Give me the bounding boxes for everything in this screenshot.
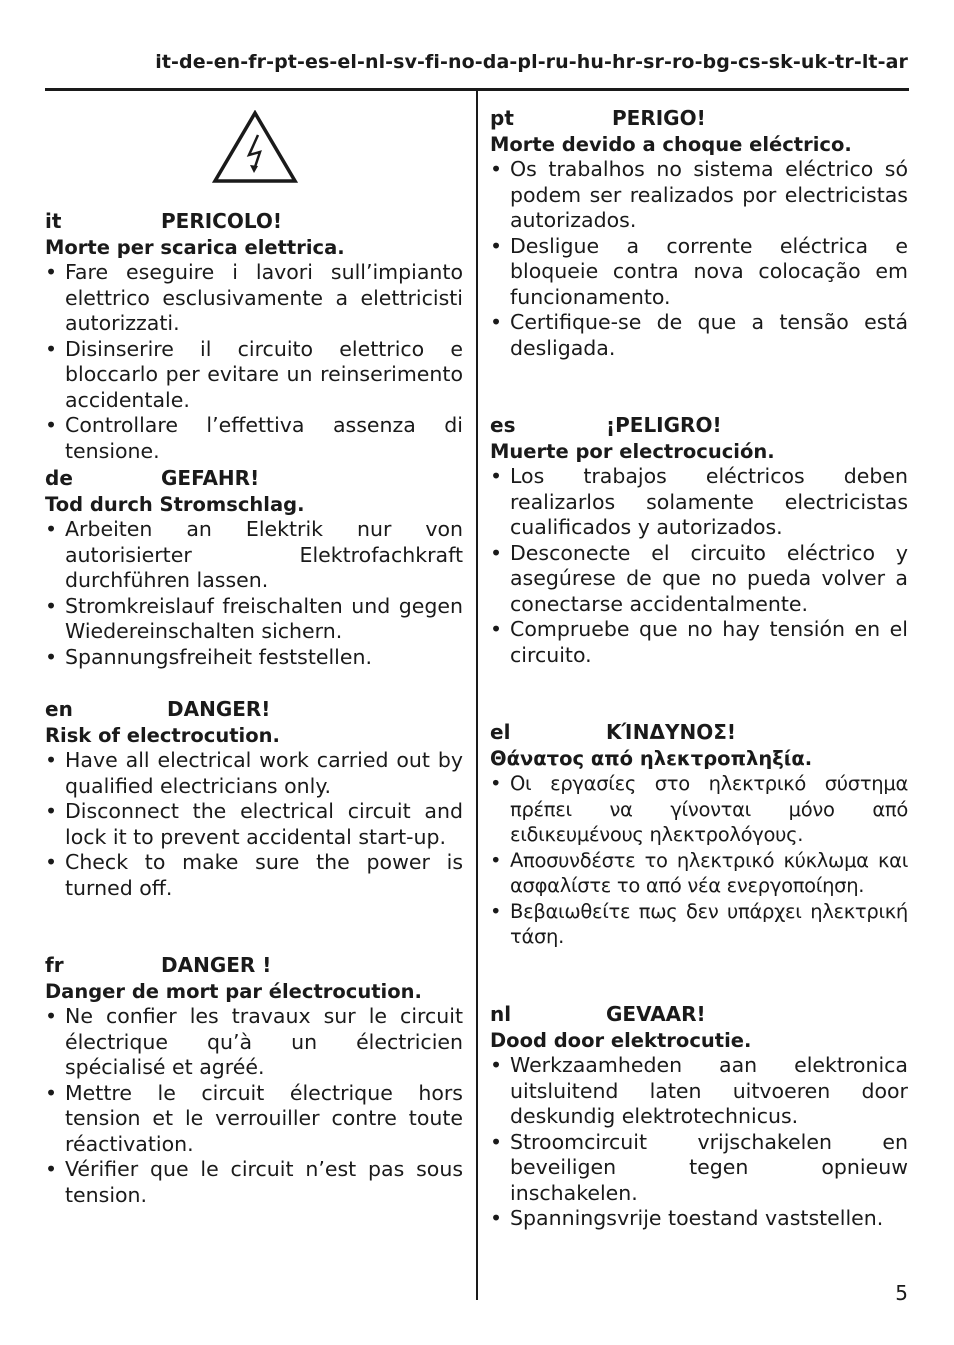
section-it	[45, 208, 463, 464]
language-code: pt	[490, 106, 514, 130]
warning-subtitle: Danger de mort par électrocution.	[45, 980, 422, 1003]
language-code: de	[45, 466, 73, 490]
list-item: • Controllare l’effettiva assenza di tensione.	[45, 413, 463, 464]
warning-title: PERIGO!	[612, 106, 706, 130]
list-item: • Mettre le circuit électrique hors tension et le verrouiller contre toute réactivation.	[45, 1081, 463, 1158]
list-item: • Desligue a corrente eléctrica e bloqueie contra nova colocação em funcionamento.	[490, 234, 908, 311]
warning-subtitle: Muerte por electrocución.	[490, 440, 775, 463]
warning-subtitle: Tod durch Stromschlag.	[45, 493, 305, 516]
electrical-hazard-triangle-icon	[212, 110, 298, 184]
list-item: • Vérifier que le circuit n’est pas sous tension.	[45, 1157, 463, 1208]
list-item: • Ne confier les travaux sur le circuit électrique qu’à un électricien spécialisé et agréé.	[45, 1004, 463, 1081]
list-item: • Certifique-se de que a tensão está desligada.	[490, 310, 908, 361]
warning-title: GEFAHR!	[161, 466, 260, 490]
warning-title: DANGER !	[161, 953, 272, 977]
section-es	[490, 412, 908, 668]
section-nl	[490, 1001, 908, 1232]
list-item: • Οι εργασίες στο ηλεκτρικό σύστημα πρέπει να γίνονται μόνο από ειδικευμένους ηλεκτρολόγους.	[490, 771, 908, 848]
warning-subtitle: Θάνατος από ηλεκτροπληξία.	[490, 747, 813, 770]
page-number: 5	[895, 1281, 908, 1305]
warning-title: PERICOLO!	[161, 209, 282, 233]
list-item: • Desconecte el circuito eléctrico y asegúrese de que no pueda volver a conectarse accidentalmente.	[490, 541, 908, 618]
warning-title: DANGER!	[167, 697, 271, 721]
list-item: • Fare eseguire i lavori sull’impianto elettrico esclusivamente a elettricisti autorizzati.	[45, 260, 463, 337]
list-item: • Spannungsfreiheit feststellen.	[45, 645, 463, 671]
list-item: • Disinserire il circuito elettrico e bloccarlo per evitare un reinserimento accidentale.	[45, 337, 463, 414]
section-fr	[45, 952, 463, 1208]
language-code: es	[490, 413, 516, 437]
warning-subtitle: Morte per scarica elettrica.	[45, 236, 345, 259]
list-item: • Stroomcircuit vrijschakelen en beveiligen tegen opnieuw inschakelen.	[490, 1130, 908, 1207]
language-code: it	[45, 209, 62, 233]
language-code: nl	[490, 1002, 512, 1026]
language-code: el	[490, 720, 511, 744]
column-divider	[476, 91, 478, 1300]
list-item: • Αποσυνδέστε το ηλεκτρικό κύκλωμα και ασφαλίστε το από νέα ενεργοποίηση.	[490, 848, 908, 899]
warning-title: ΚΊΝΔΥΝΟΣ!	[606, 720, 736, 744]
warning-subtitle: Morte devido a choque eléctrico.	[490, 133, 852, 156]
list-item: • Werkzaamheden aan elektronica uitsluitend laten uitvoeren door deskundig elektrotechnicus.	[490, 1053, 908, 1130]
list-item: • Los trabajos eléctricos deben realizarlos solamente electricistas cualificados y autorizados.	[490, 464, 908, 541]
warning-subtitle: Dood door elektrocutie.	[490, 1029, 752, 1052]
language-code: en	[45, 697, 73, 721]
warning-subtitle: Risk of electrocution.	[45, 724, 280, 747]
warning-title: ¡PELIGRO!	[606, 413, 722, 437]
list-item: • Check to make sure the power is turned off.	[45, 850, 463, 901]
section-en	[45, 696, 463, 901]
section-el	[490, 719, 908, 950]
warning-title: GEVAAR!	[606, 1002, 706, 1026]
list-item: • Compruebe que no hay tensión en el circuito.	[490, 617, 908, 668]
list-item: • Arbeiten an Elektrik nur von autorisierter Elektrofachkraft durchführen lassen.	[45, 517, 463, 594]
list-item: • Spanningsvrije toestand vaststellen.	[490, 1206, 908, 1232]
section-de	[45, 465, 463, 670]
list-item: • Os trabalhos no sistema eléctrico só podem ser realizados por electricistas autorizados.	[490, 157, 908, 234]
section-pt	[490, 105, 908, 361]
list-item: • Stromkreislauf freischalten und gegen Wiedereinschalten sichern.	[45, 594, 463, 645]
list-item: • Have all electrical work carried out by qualified electricians only.	[45, 748, 463, 799]
language-codes-header: it-de-en-fr-pt-es-el-nl-sv-fi-no-da-pl-ru-hu-hr-sr-ro-bg-cs-sk-uk-tr-lt-ar	[155, 51, 908, 73]
list-item: • Βεβαιωθείτε πως δεν υπάρχει ηλεκτρική τάση.	[490, 899, 908, 950]
language-code: fr	[45, 953, 64, 977]
list-item: • Disconnect the electrical circuit and lock it to prevent accidental start-up.	[45, 799, 463, 850]
